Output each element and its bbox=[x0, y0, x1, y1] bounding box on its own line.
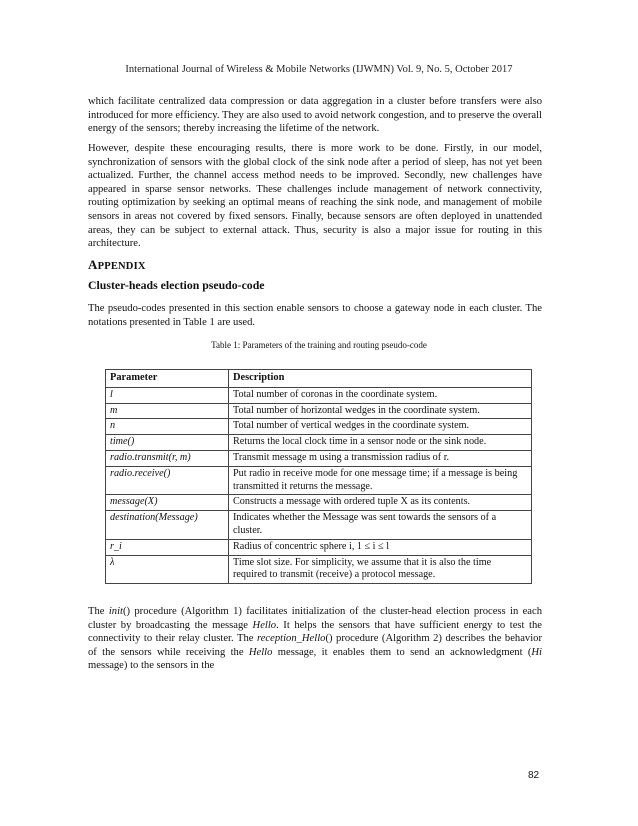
appendix-heading bbox=[88, 257, 146, 273]
section-subheading: Cluster-heads election pseudo-code bbox=[88, 278, 265, 292]
p4-text: () procedure (Algorithm 1) facilitates initialization of the cluster-head election process in each cluster by broadcasting the message bbox=[88, 606, 542, 631]
table-row bbox=[106, 539, 532, 555]
table-header-row bbox=[106, 370, 532, 388]
running-header: International Journal of Wireless & Mobile Networks (IJWMN) Vol. 9, No. 5, October 2017 bbox=[125, 64, 513, 75]
table-row bbox=[106, 555, 532, 584]
table-row bbox=[106, 419, 532, 435]
p4-text: () procedure (Algorithm 2) describes the behavior of the sensors while receiving the bbox=[88, 633, 542, 658]
p4-hi-message: Hi bbox=[531, 646, 542, 658]
p4-hello-message: Hello bbox=[248, 646, 273, 658]
appendix-rest: PPENDIX bbox=[97, 261, 146, 272]
desc-cell: Total number of coronas in the coordinate system. bbox=[229, 387, 532, 403]
param-cell: time() bbox=[106, 435, 229, 451]
p4-text: The bbox=[88, 606, 109, 617]
header-description: Description bbox=[229, 370, 532, 388]
table-caption: Table 1: Parameters of the training and routing pseudo-code bbox=[211, 340, 427, 350]
param-cell: m bbox=[106, 403, 229, 419]
header-parameter: Parameter bbox=[106, 370, 229, 388]
p4-hello-message: Hello bbox=[252, 619, 277, 631]
paragraph-4 bbox=[88, 605, 542, 673]
desc-cell: Put radio in receive mode for one message time; if a message is being transmitted it returns the message. bbox=[229, 466, 532, 495]
page-number: 82 bbox=[528, 770, 540, 781]
desc-cell: Indicates whether the Message was sent towards the sensors of a cluster. bbox=[229, 511, 532, 540]
param-cell: n bbox=[106, 419, 229, 435]
p4-init-procedure: init bbox=[108, 606, 123, 617]
paragraph-3: The pseudo-codes presented in this section enable sensors to choose a gateway node in each cluster. The notations presented in Table 1 are used. bbox=[88, 303, 542, 328]
param-cell: r_i bbox=[106, 539, 229, 555]
param-cell: l bbox=[106, 387, 229, 403]
desc-cell: Constructs a message with ordered tuple X as its contents. bbox=[229, 495, 532, 511]
table-row bbox=[106, 387, 532, 403]
desc-cell: Total number of horizontal wedges in the coordinate system. bbox=[229, 403, 532, 419]
p4-reception-hello-procedure: reception_Hello bbox=[257, 633, 326, 645]
desc-cell: Radius of concentric sphere i, 1 ≤ i ≤ l bbox=[229, 539, 532, 555]
table-row bbox=[106, 466, 532, 495]
param-cell: radio.receive() bbox=[106, 466, 229, 495]
paragraph-2: However, despite these encouraging results, there is more work to be done. Firstly, in our model, synchronization of sensors with the global clock of the sink node after a period of sleep, has not yet been actualized. Further, the channel access method needs to be improved. Secondly, new challenges have appeared in sparse sensor networks. These challenges include management of network connectivity, routing optimization by seeking an optimal means of reaching the sink node, and management of mobile sensors in areas not covered by fixed sensors. Finally, because sensors are often deployed in unattended areas, they can be subject to external attack. Thus, security is also a major issue for routing in this architecture. bbox=[88, 143, 542, 250]
table-row bbox=[106, 495, 532, 511]
parameters-table bbox=[105, 369, 532, 584]
p4-text: message, it enables them to send an acknowledgment ( bbox=[272, 646, 532, 658]
param-cell: λ bbox=[106, 555, 229, 584]
param-cell: radio.transmit(r, m) bbox=[106, 450, 229, 466]
p4-text: message) to the sensors in the bbox=[88, 660, 215, 672]
table-row bbox=[106, 403, 532, 419]
desc-cell: Time slot size. For simplicity, we assume that it is also the time required to transmit (receive) a protocol message. bbox=[229, 555, 532, 584]
desc-cell: Total number of vertical wedges in the coordinate system. bbox=[229, 419, 532, 435]
appendix-initial: A bbox=[88, 257, 98, 272]
desc-cell: Returns the local clock time in a sensor node or the sink node. bbox=[229, 435, 532, 451]
paragraph-1: which facilitate centralized data compression or data aggregation in a cluster before transfers were also introduced for more efficiency. They are also used to avoid network congestion, and to preserve the overall energy of the sensors; thereby increasing the lifetime of the network. bbox=[88, 96, 542, 135]
param-cell: message(X) bbox=[106, 495, 229, 511]
table-row bbox=[106, 450, 532, 466]
param-cell: destination(Message) bbox=[106, 511, 229, 540]
table-row bbox=[106, 435, 532, 451]
table-row bbox=[106, 511, 532, 540]
p4-text: . It helps the sensors that have sufficient energy to test the connectivity to their relay cluster. The bbox=[88, 619, 542, 645]
desc-cell: Transmit message m using a transmission radius of r. bbox=[229, 450, 532, 466]
